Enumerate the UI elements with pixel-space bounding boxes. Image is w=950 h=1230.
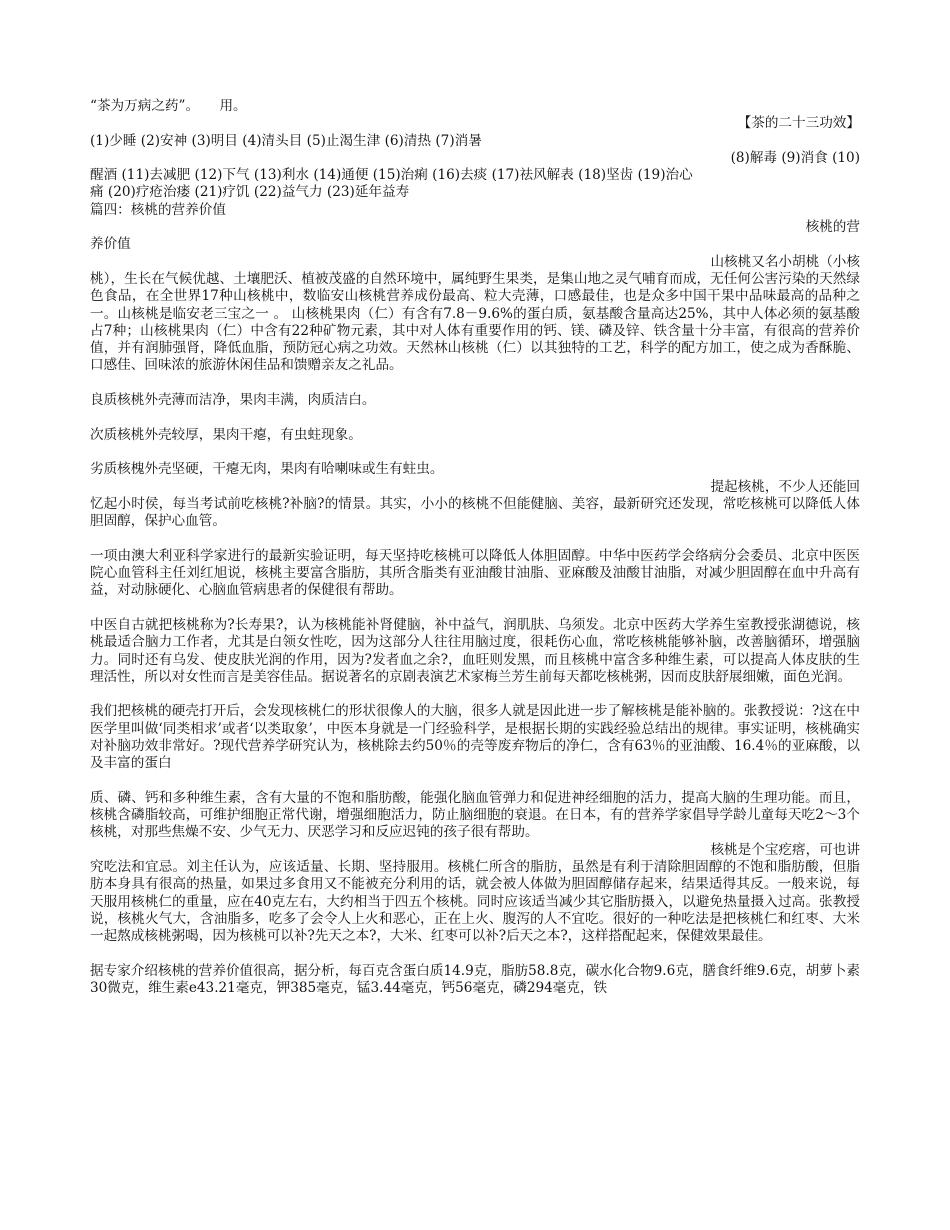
- paragraph: 中医自古就把核桃称为?长寿果?，认为核桃能补肾健脑，补中益气，润肌肤、乌须发。北京中医药大学养生室教授张湖德说，核桃最适合脑力工作者，尤其是白领女性吃，因为这部分人往往用脑过度，很耗伤心血，常吃核桃能够补脑，改善脑循环，增强脑力。同时还有乌发、使皮肤光润的作用，因为?发者血之余?，血旺则发黑，而且核桃中富含多种维生素，可以提高人体皮肤的生理活性，所以对女性而言是美容佳品。据说著名的京剧表演艺术家梅兰芳生前每天都吃核桃粥，因而皮肤舒展细嫩，面色光润。: [90, 616, 860, 685]
- paragraph: 桃），生长在气候优越、土壤肥沃、植被茂盛的自然环境中，属纯野生果类，是集山地之灵气哺育而成，无任何公害污染的天然绿色食品，在全世界17种山核桃中，数临安山核桃营养成份最高、粒大壳薄，口感最佳，也是众多中国干果中品味最高的品种之一。山核桃是临安老三宝之一 。 山核桃果肉（仁）有含有7.8－9.6%的蛋白质，氨基酸含量高达25%，其中人体必须的氨基酸占7种；山核桃果肉（仁）中含有22种矿物元素，其中对人体有重要作用的钙、镁、磷及锌、铁含量十分丰富，有很高的营养价值，并有润肺强肾，降低血脂，预防冠心病之功效。天然林山核桃（仁）以其独特的工艺，科学的配方加工，使之成为香酥脆、口感佳、回味浓的旅游休闲佳品和馈赠亲友之礼品。: [90, 270, 860, 374]
- text-line: 养价值: [90, 236, 131, 253]
- text-line: 核桃是个宝疙瘩，可也讲: [710, 841, 860, 858]
- text-line: 痛 (20)疗疮治瘘 (21)疗饥 (22)益气力 (23)延年益寿: [90, 184, 410, 201]
- text-line: 提起核桃，不少人还能回: [710, 478, 860, 495]
- paragraph: 据专家介绍核桃的营养价值很高，据分析，每百克含蛋白质14.9克，脂肪58.8克，碳水化合物9.6克，膳食纤维9.6克，胡萝卜素30微克，维生素e43.21毫克，钾385毫克，锰3.44毫克，钙56毫克，磷294毫克，铁: [90, 962, 860, 997]
- paragraph: 忆起小时侯，每当考试前吃核桃?补脑?的情景。其实，小小的核桃不但能健脑、美容，最新研究还发现，常吃核桃可以降低人体胆固醇，保护心血管。: [90, 495, 860, 530]
- text-line: (8)解毒 (9)消食 (10): [730, 149, 860, 166]
- section-heading-tea-effects: 【茶的二十三功效】: [737, 115, 860, 132]
- paragraph: 我们把核桃的硬壳打开后，会发现核桃仁的形状很像人的大脑，很多人就是因此进一步了解核桃是能补脑的。张教授说：?这在中医学里叫做‘同类相求’或者‘以类取象’，中医本身就是一门经验科学，是根据长期的实践经验总结出的规律。事实证明，核桃确实对补脑功效非常好。?现代营养学研究认为，核桃除去约50％的壳等废弃物后的净仁，含有63％的亚油酸、16.4％的亚麻酸，以及丰富的蛋白: [90, 703, 860, 772]
- chapter-title: 篇四：核桃的营养价值: [90, 201, 226, 218]
- document-page: [90, 98, 860, 997]
- paragraph: 究吃法和宜忌。刘主任认为，应该适量、长期、坚持服用。核桃仁所含的脂肪，虽然是有利于清除胆固醇的不饱和脂肪酸，但脂肪本身具有很高的热量，如果过多食用又不能被充分利用的话，就会被人体做为胆固醇储存起来，结果适得其反。一般来说，每天服用核桃仁的重量，应在40克左右，大约相当于四五个核桃。同时应该适当减少其它脂肪摄入，以避免热量摄入过高。张教授说，核桃火气大，含油脂多，吃多了会令人上火和恶心，正在上火、腹泻的人不宜吃。很好的一种吃法是把核桃仁和红枣、大米一起熬成核桃粥喝，因为核桃可以补?先天之本?，大米、红枣可以补?后天之本?，这样搭配起来，保健效果最佳。: [90, 859, 860, 945]
- paragraph: 劣质核槐外壳坚硬，干瘪无肉，果肉有哈喇味或生有蛀虫。: [90, 461, 444, 478]
- text-line: 核桃的营: [805, 219, 860, 236]
- text-line: (1)少睡 (2)安神 (3)明目 (4)清头目 (5)止渴生津 (6)清热 (7)消暑: [90, 132, 482, 149]
- text-line: 山核桃又名小胡桃（小核: [710, 253, 860, 270]
- text-line: “茶为万病之药”。 用。: [90, 98, 247, 114]
- paragraph: 质、磷、钙和多种维生素，含有大量的不饱和脂肪酸，能强化脑血管弹力和促进神经细胞的活力，提高大脑的生理功能。而且，核桃含磷脂较高，可维护细胞正常代谢，增强细胞活力，防止脑细胞的衰退。在日本，有的营养学家倡导学龄儿童每天吃2～3个核桃，对那些焦燥不安、少气无力、厌恶学习和反应迟钝的孩子很有帮助。: [90, 789, 860, 841]
- paragraph: 次质核桃外壳较厚，果肉干瘪，有虫蛀现象。: [90, 426, 362, 443]
- text-line: 醒酒 (11)去减肥 (12)下气 (13)利水 (14)通便 (15)治痢 (16)去痰 (17)祛风解表 (18)坚齿 (19)治心: [90, 167, 693, 184]
- paragraph: 一项由澳大利亚科学家进行的最新实验证明，每天坚持吃核桃可以降低人体胆固醇。中华中医药学会络病分会委员、北京中医医院心血管科主任刘红旭说，核桃主要富含脂肪，其所含脂类有亚油酸甘油脂、亚麻酸及油酸甘油脂，对减少胆固醇在血中升高有益，对动脉硬化、心脑血管病患者的保健很有帮助。: [90, 547, 860, 599]
- paragraph: 良质核桃外壳薄而洁净，果肉丰满，肉质洁白。: [90, 392, 376, 409]
